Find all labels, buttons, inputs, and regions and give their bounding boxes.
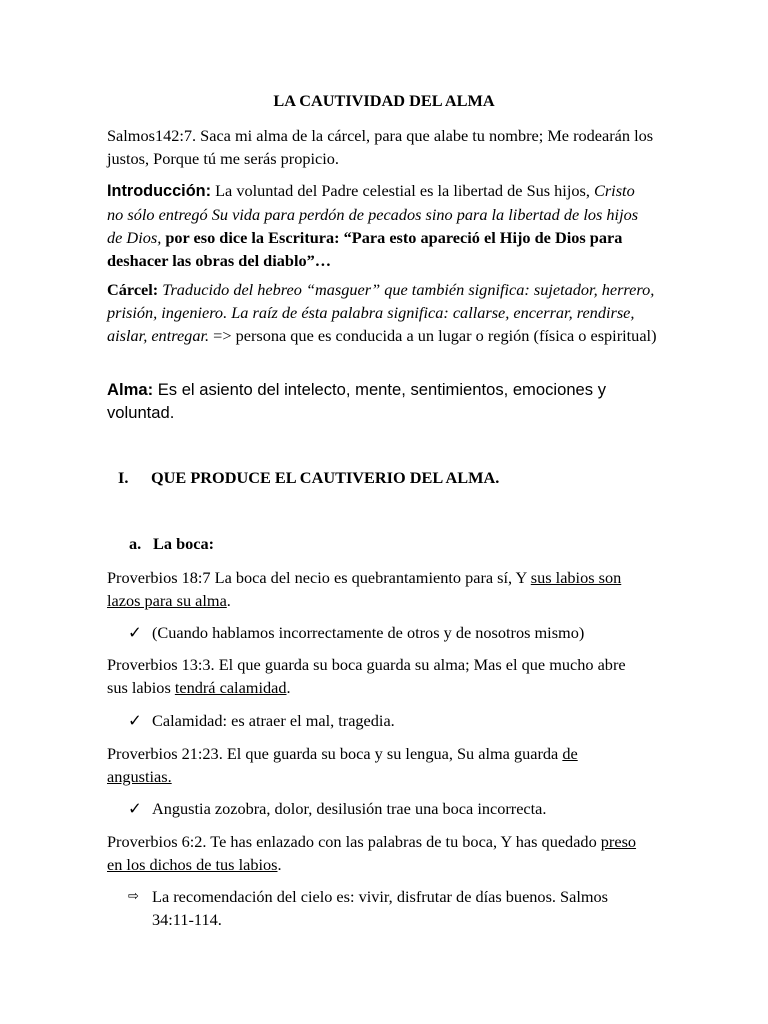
intro-label: Introducción: (107, 182, 212, 200)
note-text: Angustia zozobra, dolor, desilusión trae una boca incorrecta. (152, 799, 547, 818)
note-item (128, 885, 648, 931)
carcel-text: => persona que es conducida a un lugar o región (física o espiritual) (209, 326, 657, 345)
verse-text: Proverbios 13:3. El que guarda su boca guarda su alma; Mas el que mucho abre sus labios (107, 655, 626, 697)
verse-underlined: de angustias. (107, 744, 578, 786)
verse-text-end: . (286, 678, 291, 697)
verse-underlined: tendrá calamidad (174, 678, 287, 697)
verse-paragraph (107, 653, 647, 699)
alma-label: Alma: (107, 380, 154, 399)
note-text: La recomendación del cielo es: vivir, disfrutar de días buenos. Salmos 34:11-114. (152, 887, 608, 929)
document-title: LA CAUTIVIDAD DEL ALMA (273, 91, 495, 110)
section-numeral: I. (118, 468, 129, 487)
note-item (128, 797, 668, 820)
check-icon: ✓ (128, 799, 142, 818)
carcel-paragraph (107, 278, 663, 347)
verse-text: Proverbios 18:7 La boca del necio es quebrantamiento para sí, Y (107, 568, 531, 587)
carcel-label: Cárcel: (107, 280, 159, 299)
verse-text: Proverbios 21:23. El que guarda su boca y su lengua, Su alma guarda (107, 744, 563, 763)
note-text: (Cuando hablamos incorrectamente de otros y de nosotros mismo) (152, 623, 585, 642)
carcel-italic: Traducido del hebreo “masguer” que también significa: sujetador, herrero, prisión, ingeniero. La raíz de ésta palabra significa: callarse, encerrar, rendirse, aislar, entregar. (107, 280, 655, 345)
epigraph: Salmos142:7. Saca mi alma de la cárcel, para que alabe tu nombre; Me rodearán los justos, Porque tú me serás propicio. (107, 126, 654, 168)
section-title: QUE PRODUCE EL CAUTIVERIO DEL ALMA. (151, 468, 500, 487)
alma-text: Es el asiento del intelecto, mente, sentimientos, emociones y voluntad. (107, 380, 606, 422)
note-item (128, 709, 668, 732)
intro-bold: por eso dice la Escritura: “Para esto apareció el Hijo de Dios para deshacer las obras del diablo”… (107, 228, 623, 270)
intro-italic: Cristo no sólo entregó Su vida para perdón de pecados sino para la libertad de los hijos de Dios, (107, 181, 639, 247)
note-text: Calamidad: es atraer el mal, tragedia. (152, 711, 395, 730)
alma-paragraph (107, 378, 647, 424)
verse-underlined: preso en los dichos de tus labios (107, 832, 637, 874)
intro-text: La voluntad del Padre celestial es la libertad de Sus hijos, (211, 181, 594, 200)
subsection-label: a. (129, 534, 142, 553)
verse-paragraph (107, 830, 655, 876)
arrow-right-icon: ⇨ (128, 889, 139, 904)
intro-paragraph (107, 179, 655, 272)
check-icon: ✓ (128, 711, 142, 730)
verse-text: Proverbios 6:2. Te has enlazado con las palabras de tu boca, Y has quedado (107, 832, 601, 851)
verse-paragraph (107, 742, 637, 788)
verse-underlined: sus labios son lazos para su alma (107, 568, 622, 610)
verse-paragraph (107, 566, 657, 612)
verse-text-end: . (226, 591, 231, 610)
verse-text-end: . (277, 855, 282, 874)
check-icon: ✓ (128, 623, 142, 642)
note-item (128, 621, 668, 644)
subsection-title: La boca: (153, 534, 215, 553)
